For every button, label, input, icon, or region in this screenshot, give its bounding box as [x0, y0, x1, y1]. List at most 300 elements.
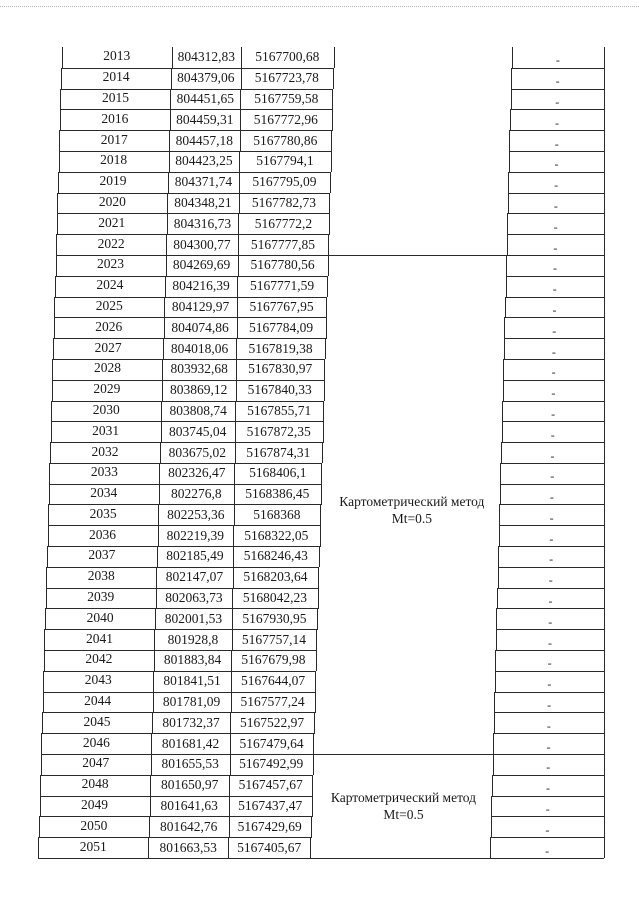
- column-rule: [508, 193, 509, 214]
- column-rule: [604, 297, 605, 318]
- column-rule: [504, 317, 505, 338]
- column-rule: [497, 588, 498, 609]
- note-dash: -: [555, 115, 559, 130]
- column-rule: [320, 525, 321, 546]
- row-rule: [497, 608, 604, 609]
- column-rule: [490, 837, 491, 858]
- column-rule: [604, 442, 605, 463]
- scan-edge-noise: [0, 6, 639, 8]
- coord-y: 5167819,38: [248, 340, 313, 356]
- coord-x: 802326,47: [168, 465, 226, 481]
- column-rule: [333, 68, 334, 89]
- point-number: 2027: [94, 339, 122, 355]
- note-dash: -: [549, 490, 554, 505]
- point-number: 2013: [103, 48, 131, 64]
- column-rule: [604, 130, 605, 151]
- coord-y: 5167830,97: [248, 361, 313, 377]
- coord-x: 804423,25: [175, 153, 233, 169]
- point-number: 2031: [92, 422, 120, 438]
- note-dash: -: [545, 843, 550, 858]
- coord-y: 5168042,23: [242, 590, 307, 606]
- coord-y: 5167795,09: [252, 174, 317, 190]
- column-rule: [509, 130, 510, 151]
- note-dash: -: [551, 406, 556, 421]
- point-number: 2029: [93, 381, 121, 397]
- column-rule: [604, 608, 605, 629]
- point-number: 2024: [96, 277, 124, 293]
- column-rule: [324, 359, 325, 380]
- coord-x: 801883,84: [163, 652, 222, 668]
- note-dash: -: [546, 718, 551, 733]
- coord-x: 801641,63: [160, 798, 218, 813]
- point-number: 2043: [84, 672, 112, 688]
- note-dash: -: [549, 552, 554, 567]
- column-rule: [314, 712, 315, 733]
- coord-x: 801781,09: [162, 694, 221, 710]
- method-label-line2: Mt=0.5: [391, 511, 432, 527]
- point-number: 2018: [100, 152, 128, 168]
- column-rule: [493, 733, 494, 754]
- coord-y: 5167479,64: [239, 735, 304, 751]
- column-rule: [604, 317, 605, 338]
- coord-x: 801642,76: [160, 818, 218, 834]
- row-rule: [493, 733, 604, 734]
- column-rule: [604, 546, 605, 567]
- coord-x: 804379,06: [177, 70, 235, 86]
- coord-x: 801650,97: [160, 777, 219, 793]
- point-number: 2032: [91, 443, 119, 459]
- column-rule: [604, 380, 605, 401]
- column-rule: [316, 650, 317, 671]
- column-rule: [502, 421, 503, 442]
- coord-y: 5167784,09: [249, 319, 314, 335]
- column-rule: [503, 380, 504, 401]
- column-rule: [312, 796, 313, 817]
- row-rule: [504, 338, 604, 339]
- note-dash: -: [553, 240, 558, 255]
- row-rule: [490, 858, 604, 859]
- column-rule: [604, 692, 605, 713]
- column-rule: [604, 629, 605, 650]
- column-rule: [315, 692, 316, 713]
- coord-y: 5167780,56: [250, 257, 315, 273]
- point-number: 2030: [92, 401, 120, 417]
- column-rule: [313, 754, 314, 775]
- column-rule: [318, 567, 319, 588]
- coord-y: 5167679,98: [241, 652, 306, 668]
- point-number: 2040: [86, 609, 114, 625]
- note-dash: -: [548, 614, 553, 629]
- point-number: 2034: [90, 485, 118, 501]
- column-rule: [328, 234, 329, 255]
- method-label-line1: Картометрический метод: [339, 494, 485, 510]
- column-rule: [325, 338, 326, 359]
- column-rule: [323, 421, 324, 442]
- note-dash: -: [553, 261, 558, 276]
- column-rule: [604, 650, 605, 671]
- coord-x: 804269,69: [172, 257, 231, 273]
- column-rule: [604, 213, 605, 234]
- row-rule: [510, 109, 604, 110]
- coord-y: 5167405,67: [237, 839, 302, 855]
- row-rule: [510, 130, 604, 131]
- row-rule: [505, 317, 604, 318]
- note-dash: -: [552, 323, 557, 338]
- column-rule: [502, 401, 503, 422]
- coord-x: 804074,86: [171, 319, 229, 335]
- coord-x: 802253,36: [167, 506, 225, 522]
- column-rule: [604, 775, 605, 796]
- note-dash: -: [554, 136, 559, 151]
- column-rule: [604, 338, 605, 359]
- column-rule: [494, 712, 495, 733]
- coord-x: 802219,39: [166, 527, 225, 543]
- note-dash: -: [550, 469, 555, 484]
- note-dash: -: [548, 594, 553, 609]
- point-number: 2049: [81, 797, 109, 812]
- coord-x: 803745,04: [169, 423, 227, 439]
- point-number: 2033: [90, 464, 118, 480]
- row-rule: [495, 671, 604, 672]
- coord-y: 5167522,97: [240, 714, 305, 730]
- row-rule: [507, 234, 604, 235]
- row-rule: [501, 442, 604, 443]
- coord-y: 5167840,33: [247, 382, 312, 398]
- coord-x: 802063,73: [165, 590, 223, 606]
- column-rule: [604, 525, 605, 546]
- note-dash: -: [546, 760, 551, 775]
- column-rule: [498, 546, 499, 567]
- point-number: 2014: [102, 69, 130, 85]
- coord-y: 5167930,95: [242, 610, 307, 626]
- point-number: 2035: [89, 505, 117, 521]
- coord-x: 803808,74: [169, 402, 227, 418]
- column-rule: [604, 567, 605, 588]
- column-rule: [604, 733, 605, 754]
- column-rule: [604, 47, 605, 68]
- note-dash: -: [551, 386, 556, 401]
- row-rule: [498, 546, 604, 547]
- row-rule: [492, 796, 604, 797]
- row-rule: [508, 193, 604, 194]
- column-rule: [318, 588, 319, 609]
- column-rule: [501, 442, 502, 463]
- coord-x: 801681,42: [161, 735, 220, 751]
- column-rule: [332, 89, 333, 110]
- row-rule: [496, 629, 604, 630]
- point-number: 2039: [87, 589, 115, 605]
- column-rule: [506, 276, 507, 297]
- coord-x: 804451,65: [176, 90, 234, 106]
- row-rule: [509, 172, 604, 173]
- coord-x: 804216,39: [172, 278, 230, 294]
- column-rule: [500, 463, 501, 484]
- coord-x: 804312,83: [177, 49, 235, 65]
- coord-y: 5167777,85: [250, 236, 316, 252]
- row-rule: [506, 255, 604, 256]
- column-rule: [313, 733, 314, 754]
- column-rule: [507, 213, 508, 234]
- column-rule: [604, 401, 605, 422]
- point-number: 2016: [101, 110, 129, 126]
- column-rule: [499, 525, 500, 546]
- coord-y: 5167437,47: [238, 798, 303, 813]
- note-dash: -: [552, 302, 557, 317]
- column-rule: [503, 359, 504, 380]
- coord-y: 5167492,99: [239, 756, 304, 772]
- column-rule: [331, 130, 332, 151]
- row-rule: [500, 504, 604, 505]
- coord-x: 803675,02: [168, 444, 226, 460]
- note-dash: -: [545, 822, 550, 837]
- coord-y: 5168246,43: [243, 548, 308, 564]
- group-rule: [328, 255, 507, 256]
- column-rule: [330, 172, 331, 193]
- row-rule: [496, 650, 604, 651]
- row-rule: [509, 151, 604, 152]
- coord-y: 5167772,2: [254, 215, 313, 231]
- column-rule: [509, 151, 510, 172]
- point-number: 2025: [95, 297, 123, 313]
- column-rule: [507, 234, 508, 255]
- column-rule: [329, 213, 330, 234]
- coord-x: 804300,77: [173, 236, 231, 252]
- point-number: 2038: [87, 568, 115, 584]
- column-rule: [604, 504, 605, 525]
- column-rule: [604, 255, 605, 276]
- point-number: 2021: [98, 214, 126, 230]
- coord-x: 802001,53: [164, 610, 223, 626]
- row-rule: [498, 567, 604, 568]
- column-rule: [604, 588, 605, 609]
- coord-y: 5167782,73: [251, 194, 316, 210]
- row-rule: [500, 484, 604, 485]
- coord-x: 804459,31: [176, 111, 234, 127]
- note-dash: -: [549, 510, 554, 525]
- column-rule: [510, 109, 511, 130]
- column-rule: [326, 317, 327, 338]
- point-number: 2037: [88, 547, 116, 563]
- row-rule: [491, 837, 604, 838]
- coord-y: 5168322,05: [244, 527, 309, 543]
- coord-x: 804371,74: [174, 174, 233, 190]
- column-rule: [319, 546, 320, 567]
- coord-y: 5167767,95: [249, 298, 314, 314]
- point-number: 2046: [82, 734, 110, 750]
- note-dash: -: [554, 178, 559, 193]
- column-rule: [604, 712, 605, 733]
- coord-x: 801928,8: [167, 631, 219, 647]
- row-rule: [495, 692, 604, 693]
- row-rule: [492, 775, 604, 776]
- column-rule: [316, 629, 317, 650]
- coord-x: 801655,53: [161, 756, 219, 772]
- note-dash: -: [555, 53, 560, 68]
- column-rule: [604, 68, 605, 89]
- point-number: 2050: [80, 817, 108, 833]
- row-rule: [511, 89, 604, 90]
- row-rule: [491, 816, 604, 817]
- column-rule: [604, 109, 605, 130]
- column-rule: [495, 671, 496, 692]
- column-rule: [604, 671, 605, 692]
- note-dash: -: [551, 365, 556, 380]
- coord-y: 5167780,86: [253, 132, 318, 148]
- group-rule: [313, 754, 493, 755]
- point-number: 2028: [93, 360, 121, 376]
- coord-y: 5167872,35: [246, 423, 311, 439]
- row-rule: [502, 421, 604, 422]
- point-number: 2042: [85, 651, 113, 667]
- column-rule: [310, 837, 311, 858]
- column-rule: [604, 484, 605, 505]
- note-dash: -: [549, 531, 554, 546]
- row-rule: [505, 297, 604, 298]
- coord-y: 5167577,24: [240, 694, 305, 710]
- coord-y: 5167644,07: [240, 673, 306, 689]
- column-rule: [311, 816, 312, 837]
- note-dash: -: [550, 448, 555, 463]
- coord-x: 803869,12: [169, 382, 228, 398]
- column-rule: [315, 671, 316, 692]
- note-dash: -: [554, 157, 559, 172]
- note-dash: -: [547, 677, 552, 692]
- coord-y: 5167759,58: [254, 90, 319, 106]
- column-rule: [493, 754, 494, 775]
- group-rule: [310, 858, 490, 859]
- column-rule: [327, 276, 328, 297]
- note-dash: -: [548, 573, 553, 588]
- column-rule: [604, 754, 605, 775]
- column-rule: [331, 151, 332, 172]
- note-dash: -: [547, 698, 552, 713]
- coord-y: 5168368: [253, 506, 301, 522]
- note-dash: -: [551, 344, 556, 359]
- note-dash: -: [547, 656, 552, 671]
- coord-x: 804316,73: [173, 215, 232, 231]
- coord-x: 802276,8: [170, 486, 222, 502]
- row-rule: [499, 525, 604, 526]
- note-dash: -: [547, 635, 552, 650]
- column-rule: [505, 297, 506, 318]
- column-rule: [504, 338, 505, 359]
- row-rule: [493, 754, 604, 755]
- coord-x: 804457,18: [175, 132, 234, 148]
- row-rule: [497, 588, 604, 589]
- row-rule: [506, 276, 604, 277]
- coord-x: 803932,68: [170, 361, 228, 377]
- column-rule: [604, 463, 605, 484]
- point-number: 2023: [97, 256, 125, 272]
- coord-x: 801841,51: [163, 673, 221, 689]
- point-number: 2044: [84, 693, 112, 709]
- row-rule: [504, 359, 604, 360]
- column-rule: [604, 151, 605, 172]
- point-number: 2020: [98, 193, 126, 209]
- column-rule: [334, 47, 335, 68]
- column-rule: [604, 193, 605, 214]
- row-rule: [511, 68, 604, 69]
- column-rule: [604, 359, 605, 380]
- coord-y: 5167457,67: [238, 777, 303, 793]
- column-rule: [326, 297, 327, 318]
- column-rule: [496, 608, 497, 629]
- coord-y: 5168386,45: [245, 486, 310, 502]
- column-rule: [494, 692, 495, 713]
- column-rule: [604, 276, 605, 297]
- column-rule: [604, 816, 605, 837]
- column-rule: [324, 380, 325, 401]
- column-rule: [496, 629, 497, 650]
- coord-y: 5168203,64: [243, 569, 308, 585]
- note-dash: -: [545, 802, 550, 816]
- column-rule: [604, 234, 605, 255]
- point-number: 2026: [95, 318, 123, 334]
- point-number: 2017: [100, 131, 128, 147]
- coord-y: 5167874,31: [246, 444, 311, 460]
- column-rule: [329, 193, 330, 214]
- column-rule: [604, 172, 605, 193]
- column-rule: [332, 109, 333, 130]
- note-dash: -: [552, 282, 557, 297]
- point-number: 2041: [85, 630, 113, 646]
- coord-y: 5168406,1: [249, 465, 307, 481]
- point-number: 2051: [79, 838, 107, 854]
- column-rule: [317, 608, 318, 629]
- coord-x: 802185,49: [166, 548, 224, 564]
- coord-x: 804348,21: [174, 194, 232, 210]
- column-rule: [604, 796, 605, 817]
- coord-x: 804018,06: [170, 340, 229, 356]
- note-dash: -: [546, 739, 551, 754]
- point-number: 2048: [81, 776, 109, 792]
- point-number: 2019: [99, 173, 127, 189]
- point-number: 2036: [89, 526, 117, 542]
- column-rule: [508, 172, 509, 193]
- row-rule: [502, 401, 604, 402]
- coord-y: 5167772,96: [253, 111, 318, 127]
- method-label-line2: Mt=0.5: [383, 807, 424, 822]
- column-rule: [604, 89, 605, 110]
- note-dash: -: [555, 94, 560, 109]
- method-label-line1: Картометрический метод: [330, 790, 477, 805]
- column-rule: [498, 567, 499, 588]
- column-rule: [495, 650, 496, 671]
- note-dash: -: [553, 198, 558, 213]
- row-rule: [507, 213, 604, 214]
- coord-x: 801663,53: [159, 839, 217, 855]
- row-rule: [38, 858, 310, 859]
- coord-y: 5167771,59: [249, 278, 315, 294]
- note-dash: -: [545, 781, 550, 796]
- column-rule: [506, 255, 507, 276]
- note-dash: -: [555, 74, 560, 89]
- column-rule: [604, 421, 605, 442]
- coord-y: 5167429,69: [237, 818, 302, 834]
- note-dash: -: [553, 219, 558, 234]
- point-number: 2047: [82, 755, 110, 771]
- row-rule: [503, 380, 604, 381]
- coord-y: 5167723,78: [254, 70, 319, 86]
- coord-x: 804129,97: [171, 298, 230, 314]
- column-rule: [322, 442, 323, 463]
- note-dash: -: [550, 427, 555, 442]
- column-rule: [328, 255, 329, 276]
- column-rule: [604, 837, 605, 858]
- point-number: 2022: [97, 235, 125, 251]
- column-rule: [321, 463, 322, 484]
- coord-y: 5167700,68: [255, 49, 320, 65]
